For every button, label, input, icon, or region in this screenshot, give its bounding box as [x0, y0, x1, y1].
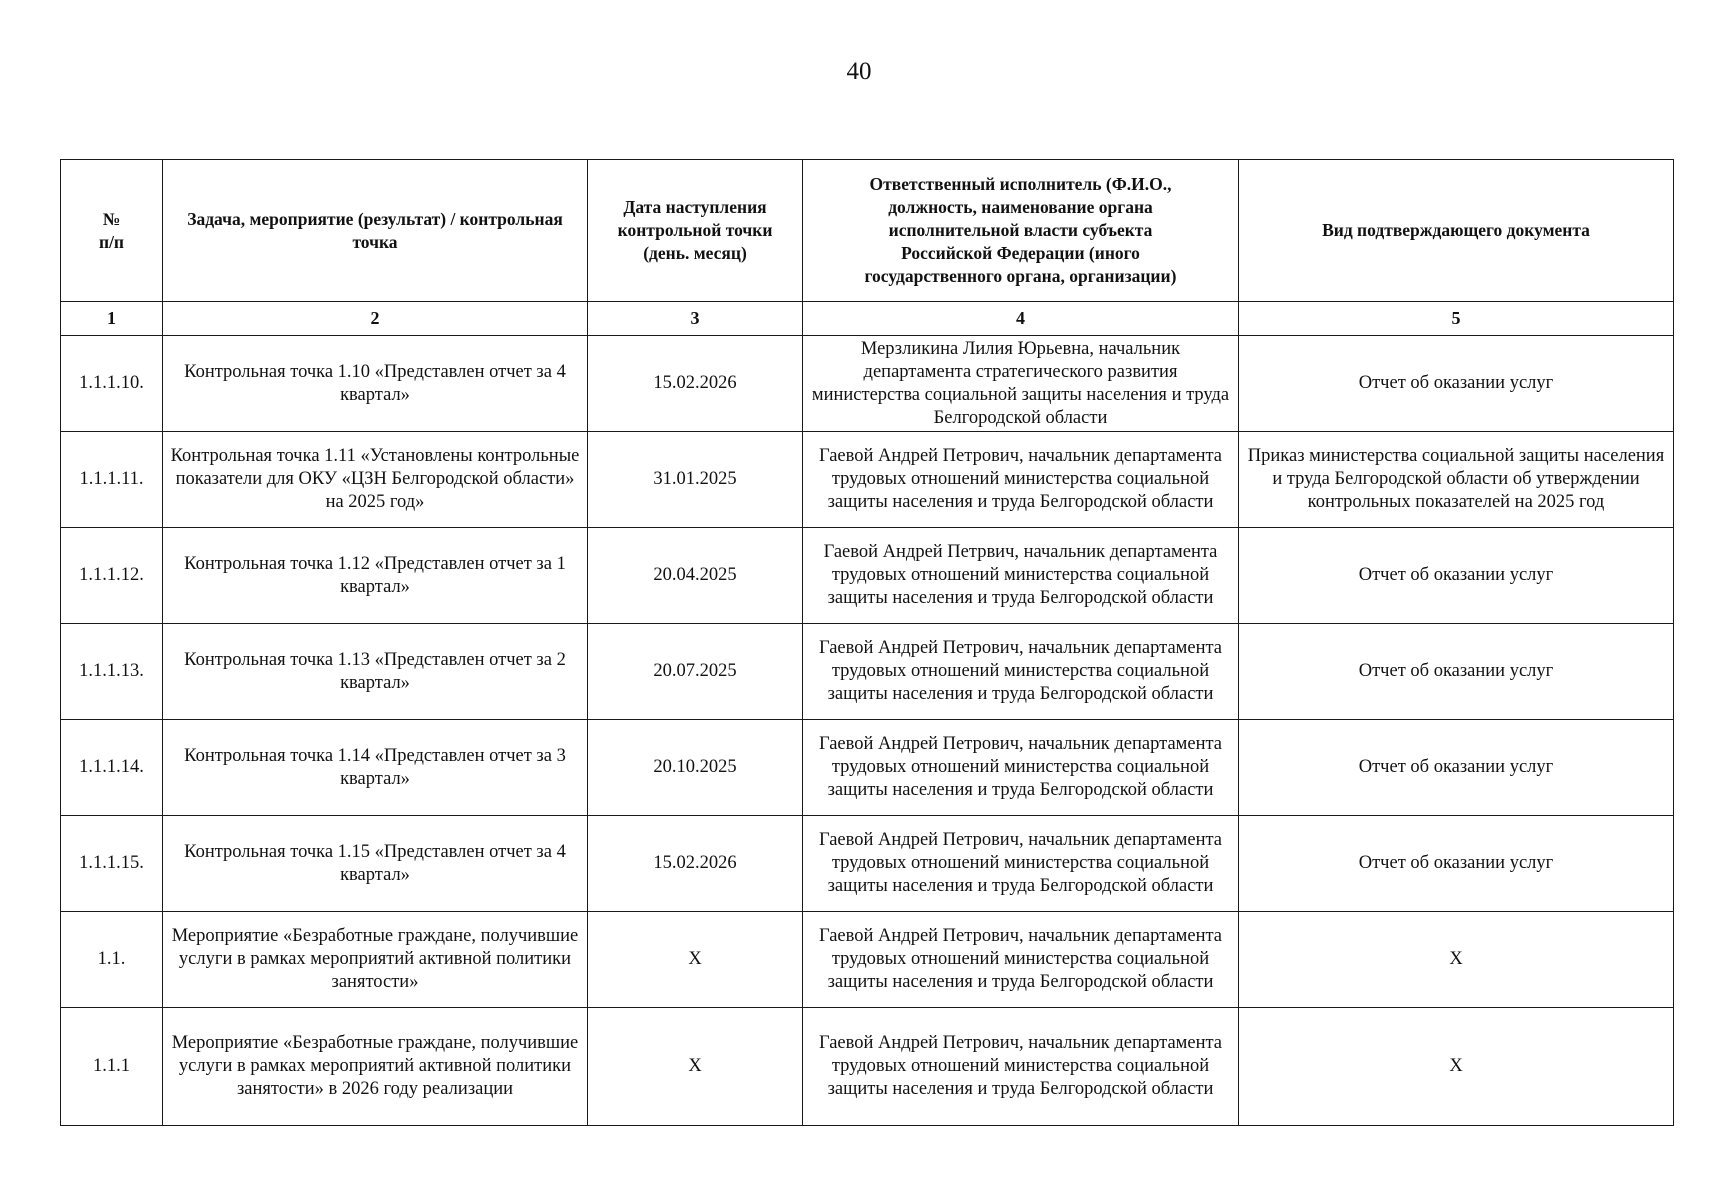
row-date: 20.10.2025 — [588, 720, 803, 816]
row-responsible: Гаевой Андрей Петрович, начальник департамента трудовых отношений министерства социальной защиты населения и труда Белгородской области — [803, 720, 1239, 816]
row-responsible: Гаевой Андрей Петрович, начальник департамента трудовых отношений министерства социальной защиты населения и труда Белгородской области — [803, 624, 1239, 720]
row-task: Контрольная точка 1.12 «Представлен отчет за 1 квартал» — [163, 528, 588, 624]
row-number: 1.1.1 — [61, 1008, 163, 1126]
header-task-label: Задача, мероприятие (результат) / контрольная точка — [187, 208, 563, 252]
table-row — [61, 624, 1674, 720]
column-number: 4 — [803, 302, 1239, 336]
row-task: Контрольная точка 1.13 «Представлен отчет за 2 квартал» — [163, 624, 588, 720]
row-date: 15.02.2026 — [588, 336, 803, 432]
row-number: 1.1.1.13. — [61, 624, 163, 720]
header-number-label: № п/п — [98, 208, 125, 252]
row-task: Контрольная точка 1.11 «Установлены контрольные показатели для ОКУ «ЦЗН Белгородской области» на 2025 год» — [163, 432, 588, 528]
row-responsible: Гаевой Андрей Петрович, начальник департамента трудовых отношений министерства социальной защиты населения и труда Белгородской области — [803, 912, 1239, 1008]
row-responsible: Мерзликина Лилия Юрьевна, начальник департамента стратегического развития министерства социальной защиты населения и труда Белгородской области — [803, 336, 1239, 432]
table-header-row — [61, 160, 1674, 302]
header-document-label: Вид подтверждающего документа — [1322, 220, 1590, 240]
row-number: 1.1.1.11. — [61, 432, 163, 528]
page-number: 40 — [846, 58, 872, 85]
row-number: 1.1. — [61, 912, 163, 1008]
table-row — [61, 720, 1674, 816]
row-document: Отчет об оказании услуг — [1239, 336, 1674, 432]
row-document: Х — [1239, 912, 1674, 1008]
table-row-measure — [61, 1008, 1674, 1126]
row-document: Отчет об оказании услуг — [1239, 528, 1674, 624]
row-responsible: Гаевой Андрей Петрович, начальник департамента трудовых отношений министерства социальной защиты населения и труда Белгородской области — [803, 432, 1239, 528]
row-date: Х — [588, 1008, 803, 1126]
column-number: 3 — [588, 302, 803, 336]
row-number: 1.1.1.12. — [61, 528, 163, 624]
table-row — [61, 432, 1674, 528]
row-document: Отчет об оказании услуг — [1239, 720, 1674, 816]
control-points-table — [60, 159, 1674, 1126]
row-date: 20.04.2025 — [588, 528, 803, 624]
row-document: Отчет об оказании услуг — [1239, 816, 1674, 912]
row-document: Х — [1239, 1008, 1674, 1126]
row-responsible: Гаевой Андрей Петрвич, начальник департамента трудовых отношений министерства социальной защиты населения и труда Белгородской области — [803, 528, 1239, 624]
row-task: Контрольная точка 1.10 «Представлен отчет за 4 квартал» — [163, 336, 588, 432]
table-row — [61, 528, 1674, 624]
row-date: 31.01.2025 — [588, 432, 803, 528]
column-number-row — [61, 302, 1674, 336]
header-responsible-label: Ответственный исполнитель (Ф.И.О., должность, наименование органа исполнительной власти субъекта Российской Федерации (иного государственного органа, организации) — [864, 174, 1177, 286]
header-date — [588, 160, 803, 302]
row-number: 1.1.1.14. — [61, 720, 163, 816]
row-task: Мероприятие «Безработные граждане, получившие услуги в рамках мероприятий активной политики занятости» в 2026 году реализации — [163, 1008, 588, 1126]
table-row — [61, 336, 1674, 432]
row-responsible: Гаевой Андрей Петрович, начальник департамента трудовых отношений министерства социальной защиты населения и труда Белгородской области — [803, 1008, 1239, 1126]
column-number: 5 — [1239, 302, 1674, 336]
column-number: 1 — [61, 302, 163, 336]
header-date-label: Дата наступления контрольной точки (день. месяц) — [617, 197, 773, 263]
row-task: Контрольная точка 1.15 «Представлен отчет за 4 квартал» — [163, 816, 588, 912]
table-row-measure — [61, 912, 1674, 1008]
header-document — [1239, 160, 1674, 302]
row-date: 15.02.2026 — [588, 816, 803, 912]
row-task: Мероприятие «Безработные граждане, получившие услуги в рамках мероприятий активной политики занятости» — [163, 912, 588, 1008]
row-number: 1.1.1.15. — [61, 816, 163, 912]
row-responsible: Гаевой Андрей Петрович, начальник департамента трудовых отношений министерства социальной защиты населения и труда Белгородской области — [803, 816, 1239, 912]
header-task — [163, 160, 588, 302]
row-date: Х — [588, 912, 803, 1008]
table-row — [61, 816, 1674, 912]
row-document: Приказ министерства социальной защиты населения и труда Белгородской области об утверждении контрольных показателей на 2025 год — [1239, 432, 1674, 528]
row-number: 1.1.1.10. — [61, 336, 163, 432]
row-date: 20.07.2025 — [588, 624, 803, 720]
row-document: Отчет об оказании услуг — [1239, 624, 1674, 720]
header-responsible — [803, 160, 1239, 302]
row-task: Контрольная точка 1.14 «Представлен отчет за 3 квартал» — [163, 720, 588, 816]
header-number — [61, 160, 163, 302]
column-number: 2 — [163, 302, 588, 336]
